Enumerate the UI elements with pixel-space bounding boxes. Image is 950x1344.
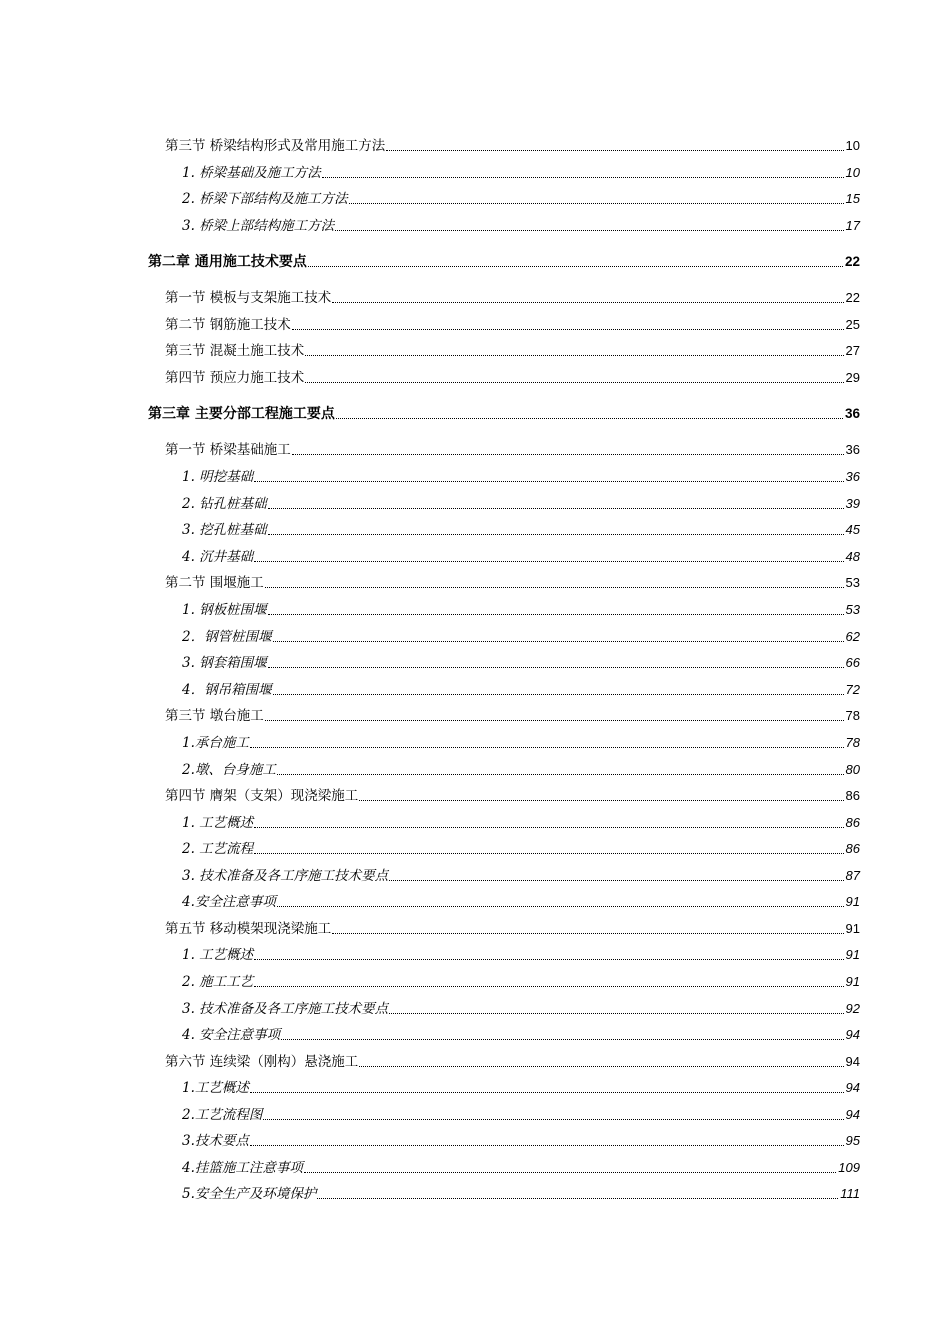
toc-subsection-entry[interactable] [182,837,860,857]
toc-subsection-entry[interactable] [182,997,860,1017]
toc-entry-title: 第二章 通用施工技术要点 [148,254,307,270]
toc-entry-title: 第二节 钢筋施工技术 [165,317,291,333]
toc-page-number: 92 [845,1001,860,1016]
toc-page-number: 29 [845,370,860,385]
toc-dot-leader [268,614,844,615]
toc-dot-leader [292,454,844,455]
toc-subsection-entry[interactable] [182,1182,860,1202]
toc-entry-title: 1. 钢板桩围堰 [182,602,267,618]
toc-page-number: 78 [845,708,860,723]
toc-entry-title: 3. 桥梁上部结构施工方法 [182,218,335,234]
toc-subsection-entry[interactable] [182,1129,860,1149]
toc-subsection-entry[interactable] [182,214,860,234]
toc-page-number: 62 [845,629,860,644]
toc-section-entry[interactable] [165,704,860,724]
toc-dot-leader [254,853,843,854]
toc-entry-title: 第五节 移动模架现浇梁施工 [165,921,332,937]
toc-page-number: 27 [845,343,860,358]
toc-dot-leader [250,747,844,748]
toc-page-number: 95 [845,1133,860,1148]
toc-subsection-entry[interactable] [182,758,860,778]
toc-entry-title: 1. 桥梁基础及施工方法 [182,165,321,181]
toc-entry-title: 第六节 连续梁（刚构）悬浇施工 [165,1054,359,1070]
toc-page-number: 78 [845,735,860,750]
toc-page-number: 48 [845,549,860,564]
toc-dot-leader [349,203,844,204]
toc-entry-title: 2. 工艺流程 [182,841,254,857]
toc-page-number: 94 [845,1054,860,1069]
toc-entry-title: 1.承台施工 [182,735,249,751]
toc-dot-leader [335,230,843,231]
toc-dot-leader [263,1119,843,1120]
toc-entry-title: 3. 技术准备及各工序施工技术要点 [182,868,389,884]
toc-section-entry[interactable] [165,438,860,458]
toc-chapter-entry[interactable] [148,250,860,270]
toc-page-number: 80 [845,762,860,777]
toc-entry-title: 第三章 主要分部工程施工要点 [148,406,335,422]
toc-dot-leader [250,1092,844,1093]
toc-page-number: 91 [845,947,860,962]
toc-subsection-entry[interactable] [182,598,860,618]
toc-entry-title: 1. 明挖基础 [182,469,254,485]
toc-subsection-entry[interactable] [182,943,860,963]
toc-subsection-entry[interactable] [182,678,860,698]
toc-entry-title: 2.墩、台身施工 [182,762,276,778]
toc-page-number: 36 [844,406,860,421]
toc-entry-title: 第一节 桥梁基础施工 [165,442,291,458]
toc-entry-title: 3.技术要点 [182,1133,249,1149]
toc-entry-title: 4. 沉井基础 [182,549,254,565]
toc-page-number: 72 [845,682,860,697]
toc-page-number: 25 [845,317,860,332]
toc-section-entry[interactable] [165,286,860,306]
toc-page-number: 86 [845,788,860,803]
toc-dot-leader [386,150,843,151]
toc-entry-title: 5.安全生产及环境保护 [182,1186,317,1202]
toc-subsection-entry[interactable] [182,492,860,512]
toc-section-entry[interactable] [165,917,860,937]
toc-dot-leader [359,800,843,801]
toc-subsection-entry[interactable] [182,161,860,181]
toc-page-number: 36 [845,442,860,457]
toc-subsection-entry[interactable] [182,970,860,990]
toc-entry-title: 2. 桥梁下部结构及施工方法 [182,191,348,207]
toc-subsection-entry[interactable] [182,651,860,671]
toc-page-number: 22 [844,254,860,269]
toc-section-entry[interactable] [165,571,860,591]
toc-page-number: 45 [845,522,860,537]
toc-entry-title: 第三节 混凝土施工技术 [165,343,305,359]
toc-dot-leader [332,933,843,934]
toc-subsection-entry[interactable] [182,1103,860,1123]
toc-dot-leader [281,1039,843,1040]
toc-entry-title: 第二节 围堰施工 [165,575,264,591]
toc-page-number: 91 [845,974,860,989]
toc-page-number: 22 [845,290,860,305]
toc-page-number: 91 [845,921,860,936]
toc-subsection-entry[interactable] [182,1023,860,1043]
toc-chapter-entry[interactable] [148,402,860,422]
toc-subsection-entry[interactable] [182,890,860,910]
toc-entry-title: 2. 施工工艺 [182,974,254,990]
toc-dot-leader [277,774,844,775]
toc-page-number: 53 [845,602,860,617]
toc-page-number: 94 [845,1080,860,1095]
toc-page-number: 111 [840,1186,860,1201]
toc-page-number: 10 [845,138,860,153]
toc-section-entry[interactable] [165,313,860,333]
toc-section-entry[interactable] [165,134,860,154]
toc-dot-leader [336,418,843,419]
toc-page-number: 10 [845,165,860,180]
toc-dot-leader [254,827,843,828]
toc-entry-title: 1. 工艺概述 [182,947,254,963]
toc-dot-leader [317,1198,838,1199]
toc-entry-title: 4. 安全注意事项 [182,1027,281,1043]
toc-dot-leader [359,1066,843,1067]
toc-page-number: 91 [845,894,860,909]
toc-dot-leader [254,986,843,987]
toc-dot-leader [268,508,844,509]
toc-dot-leader [268,534,844,535]
toc-page-number: 87 [845,868,860,883]
toc-dot-leader [332,302,843,303]
toc-entry-title: 第三节 墩台施工 [165,708,264,724]
toc-dot-leader [292,329,844,330]
toc-entry-title: 2. 钻孔桩基础 [182,496,267,512]
toc-dot-leader [254,959,843,960]
toc-entry-title: 3. 钢套箱围堰 [182,655,267,671]
toc-page-number: 53 [845,575,860,590]
toc-dot-leader [273,694,844,695]
toc-page-number: 94 [845,1027,860,1042]
toc-section-entry[interactable] [165,1050,860,1070]
toc-subsection-entry[interactable] [182,811,860,831]
toc-dot-leader [305,355,843,356]
toc-subsection-entry[interactable] [182,545,860,565]
toc-page-number: 66 [845,655,860,670]
toc-page-number: 109 [838,1160,860,1175]
toc-entry-title: 4.安全注意事项 [182,894,276,910]
toc-section-entry[interactable] [165,784,860,804]
toc-dot-leader [250,1145,844,1146]
toc-dot-leader [254,481,843,482]
toc-entry-title: 2．钢管桩围堰 [182,629,272,645]
toc-dot-leader [265,720,844,721]
toc-dot-leader [277,906,844,907]
toc-subsection-entry[interactable] [182,465,860,485]
toc-entry-title: 1. 工艺概述 [182,815,254,831]
toc-entry-title: 4．钢吊箱围堰 [182,682,272,698]
toc-page-number: 39 [845,496,860,511]
toc-subsection-entry[interactable] [182,1076,860,1096]
toc-page-number: 94 [845,1107,860,1122]
toc-subsection-entry[interactable] [182,187,860,207]
toc-subsection-entry[interactable] [182,1156,860,1176]
toc-entry-title: 第四节 预应力施工技术 [165,370,305,386]
toc-dot-leader [304,1172,836,1173]
toc-subsection-entry[interactable] [182,625,860,645]
toc-entry-title: 第三节 桥梁结构形式及常用施工方法 [165,138,386,154]
toc-entry-title: 1.工艺概述 [182,1080,249,1096]
toc-entry-title: 第一节 模板与支架施工技术 [165,290,332,306]
toc-section-entry[interactable] [165,366,860,386]
toc-page-number: 17 [845,218,860,233]
toc-dot-leader [254,561,843,562]
toc-subsection-entry[interactable] [182,731,860,751]
toc-dot-leader [322,177,844,178]
toc-dot-leader [305,382,843,383]
toc-section-entry[interactable] [165,339,860,359]
toc-entry-title: 3. 技术准备及各工序施工技术要点 [182,1001,389,1017]
toc-page-number: 36 [845,469,860,484]
toc-entry-title: 4.挂篮施工注意事项 [182,1160,303,1176]
toc-dot-leader [265,587,844,588]
toc-dot-leader [389,1013,843,1014]
toc-subsection-entry[interactable] [182,864,860,884]
toc-page-number: 86 [845,841,860,856]
toc-dot-leader [268,667,844,668]
toc-entry-title: 3. 挖孔桩基础 [182,522,267,538]
toc-dot-leader [308,266,843,267]
toc-page-number: 86 [845,815,860,830]
toc-subsection-entry[interactable] [182,518,860,538]
toc-dot-leader [389,880,843,881]
toc-entry-title: 2.工艺流程图 [182,1107,263,1123]
toc-entry-title: 第四节 膺架（支架）现浇梁施工 [165,788,359,804]
toc-page-number: 15 [845,191,860,206]
toc-dot-leader [273,641,844,642]
